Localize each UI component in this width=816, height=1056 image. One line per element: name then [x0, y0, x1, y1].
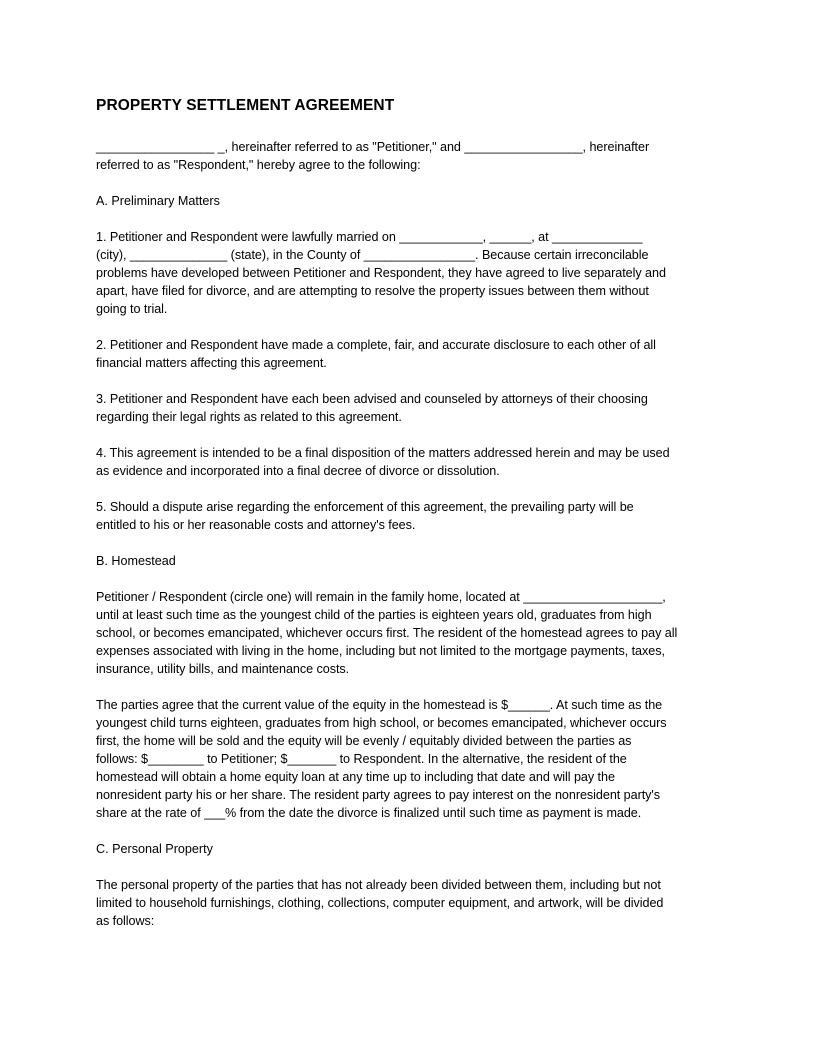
section-a-paragraph-5 [96, 498, 726, 534]
text-line: The personal property of the parties that has not already been divided between them, including but not [96, 878, 661, 892]
text-line: youngest child turns eighteen, graduates from high school, or becomes emancipated, whichever occurs [96, 716, 667, 730]
text-line: 4. This agreement is intended to be a final disposition of the matters addressed herein and may be used [96, 446, 670, 460]
text-line: limited to household furnishings, clothing, collections, computer equipment, and artwork, will be divided [96, 896, 664, 910]
text-line: regarding their legal rights as related to this agreement. [96, 410, 402, 424]
text-line: homestead will obtain a home equity loan at any time up to including that date and will pay the [96, 770, 615, 784]
text-line: 1. Petitioner and Respondent were lawfully married on ____________, ______, at _____________ [96, 230, 643, 244]
section-b-paragraph-1 [96, 588, 726, 678]
text-line: school, or becomes emancipated, whichever occurs first. The resident of the homestead agrees to pay all [96, 626, 678, 640]
section-a-paragraph-4 [96, 444, 726, 480]
document-page [96, 96, 726, 948]
section-a-paragraph-1 [96, 228, 726, 318]
text-line: 3. Petitioner and Respondent have each been advised and counseled by attorneys of their choosing [96, 392, 648, 406]
text-line: referred to as "Respondent," hereby agree to the following: [96, 158, 421, 172]
text-line: apart, have filed for divorce, and are attempting to resolve the property issues between them without [96, 284, 649, 298]
text-line: going to trial. [96, 302, 168, 316]
section-a-heading: A. Preliminary Matters [96, 194, 220, 208]
text-line: first, the home will be sold and the equity will be evenly / equitably divided between the parties as [96, 734, 632, 748]
text-line: expenses associated with living in the home, including but not limited to the mortgage payments, taxes, [96, 644, 665, 658]
text-line: 5. Should a dispute arise regarding the enforcement of this agreement, the prevailing party will be [96, 500, 634, 514]
text-line: financial matters affecting this agreement. [96, 356, 327, 370]
text-line: share at the rate of ___% from the date the divorce is finalized until such time as payment is made. [96, 806, 642, 820]
text-line: 2. Petitioner and Respondent have made a complete, fair, and accurate disclosure to each other of all [96, 338, 656, 352]
text-line: follows: $________ to Petitioner; $_______ to Respondent. In the alternative, the resident of the [96, 752, 627, 766]
text-line: insurance, utility bills, and maintenance costs. [96, 662, 350, 676]
text-line: problems have developed between Petitioner and Respondent, they have agreed to live separately and [96, 266, 666, 280]
section-b-paragraph-2 [96, 696, 726, 822]
text-line: (city), ______________ (state), in the County of ________________. Because certain irreconcilable [96, 248, 649, 262]
text-line: _________________ _, hereinafter referred to as "Petitioner," and _________________, hereinafter [96, 140, 650, 154]
intro-paragraph [96, 138, 726, 174]
text-line: Petitioner / Respondent (circle one) will remain in the family home, located at ____________________, [96, 590, 666, 604]
document-title: PROPERTY SETTLEMENT AGREEMENT [96, 97, 395, 114]
section-c-paragraph-1 [96, 876, 726, 930]
text-line: as follows: [96, 914, 155, 928]
text-line: entitled to his or her reasonable costs and attorney's fees. [96, 518, 416, 532]
section-a-paragraph-3 [96, 390, 726, 426]
text-line: as evidence and incorporated into a final decree of divorce or dissolution. [96, 464, 500, 478]
section-a-paragraph-2 [96, 336, 726, 372]
text-line: nonresident party his or her share. The resident party agrees to pay interest on the nonresident party's [96, 788, 661, 802]
text-line: The parties agree that the current value of the equity in the homestead is $______. At such time as the [96, 698, 663, 712]
section-c-heading: C. Personal Property [96, 842, 213, 856]
section-b-heading: B. Homestead [96, 554, 176, 568]
text-line: until at least such time as the youngest child of the parties is eighteen years old, graduates from high [96, 608, 652, 622]
